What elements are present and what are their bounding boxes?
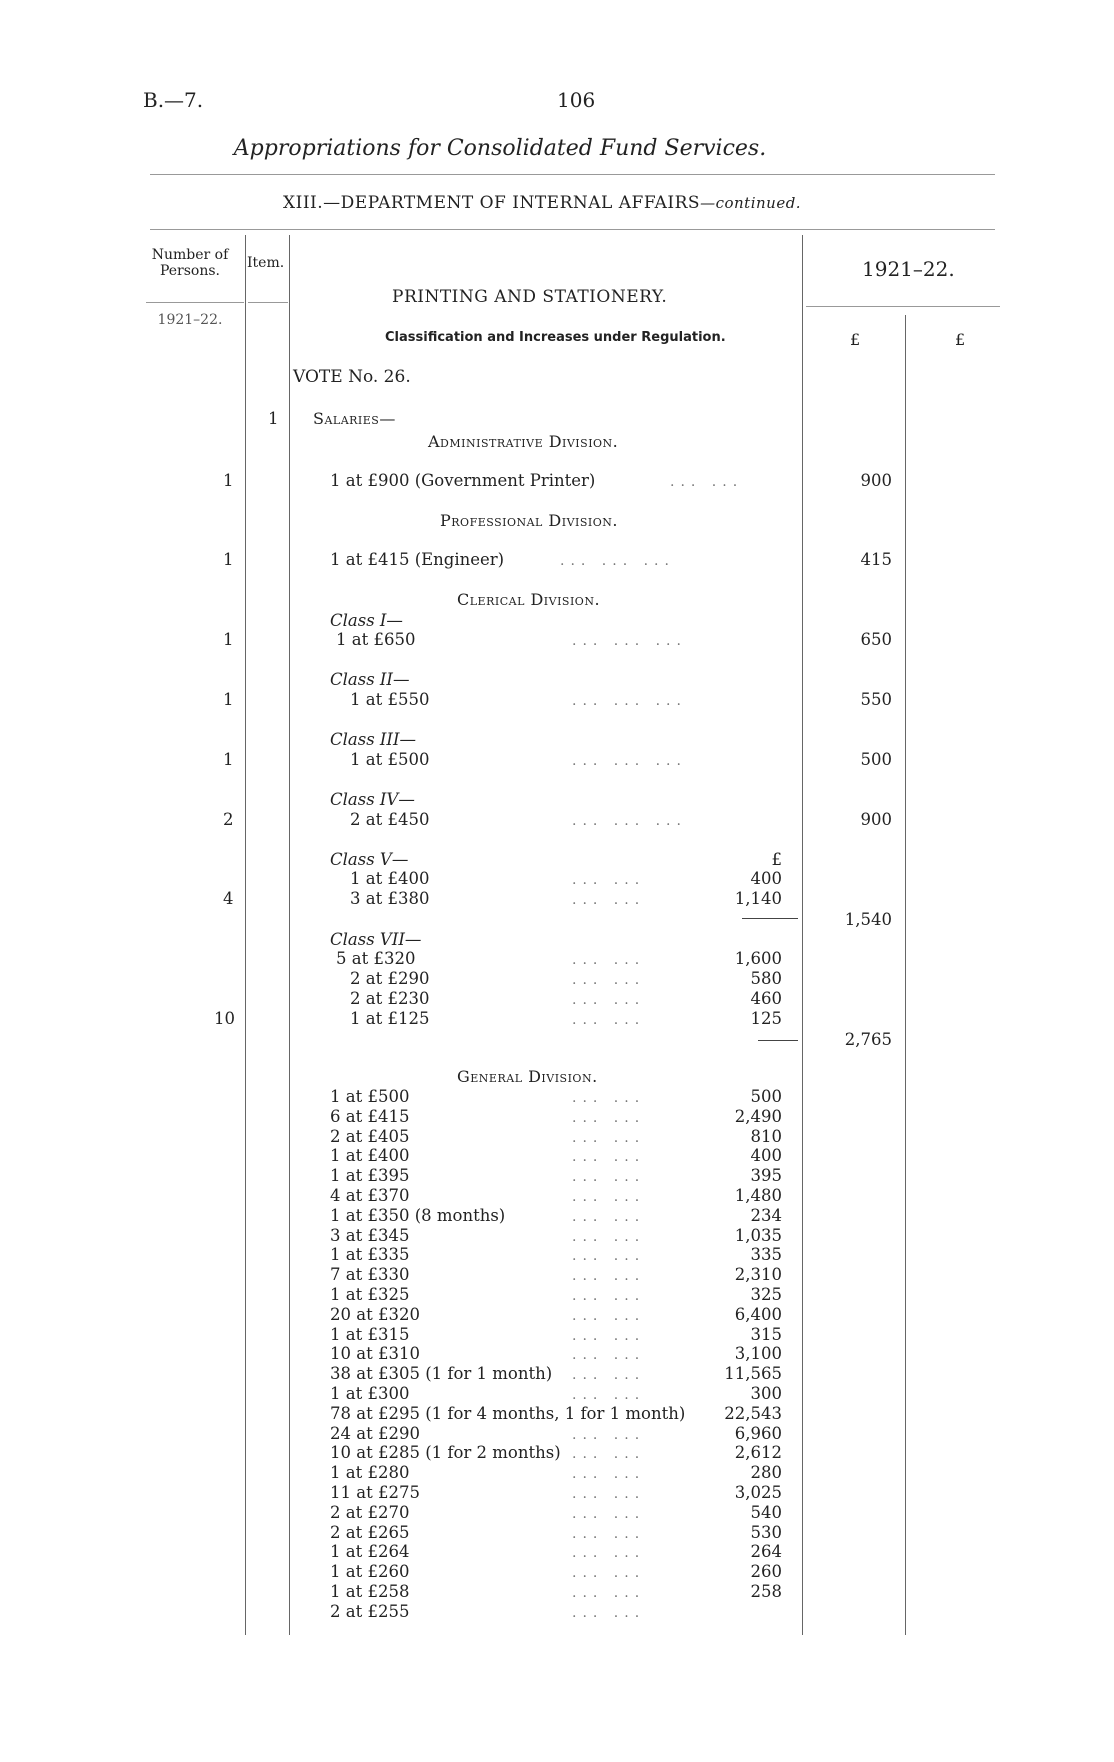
sub-amount: 1,480 — [734, 1186, 782, 1205]
sub-amount: 530 — [750, 1523, 782, 1542]
leader-dots: ... ... ... — [572, 633, 687, 649]
currency-col-totals: £ — [955, 330, 966, 349]
salary-description: 10 at £310 — [330, 1344, 420, 1363]
sub-amount: 300 — [750, 1384, 782, 1403]
salary-description: 2 at £265 — [330, 1523, 410, 1542]
leader-dots: ... ... — [572, 1149, 646, 1165]
leader-dots: ... ... — [572, 1585, 646, 1601]
leader-dots: ... ... — [572, 1110, 646, 1126]
salary-description: 1 at £650 — [336, 630, 416, 649]
item-header-rule — [248, 302, 288, 303]
sub-amount: 1,600 — [734, 949, 782, 968]
subtotal-rule — [742, 918, 798, 919]
salary-description: 2 at £290 — [350, 969, 430, 988]
leader-dots: ... ... — [572, 1169, 646, 1185]
leader-dots: ... ... — [572, 1367, 646, 1383]
class-name: Class II— — [330, 670, 410, 689]
leader-dots: ... ... — [572, 1565, 646, 1581]
salary-description: 1 at £550 — [350, 690, 430, 709]
persons-count: 1 — [223, 471, 234, 490]
col-line-totals — [905, 315, 906, 1635]
sub-amount: 258 — [750, 1582, 782, 1601]
leader-dots: ... ... — [572, 1347, 646, 1363]
persons-count: 1 — [223, 630, 234, 649]
subtotal-rule — [758, 1040, 798, 1041]
sub-amount: 580 — [750, 969, 782, 988]
leader-dots: ... ... — [572, 892, 646, 908]
title-rule — [150, 174, 995, 175]
total-amount: 650 — [860, 630, 892, 649]
sub-amount: 2,490 — [734, 1107, 782, 1126]
sub-amount: 6,960 — [734, 1424, 782, 1443]
salary-description: 3 at £380 — [350, 889, 430, 908]
leader-dots: ... ... — [572, 1328, 646, 1344]
salary-description: 5 at £320 — [336, 949, 416, 968]
sub-amount: 540 — [750, 1503, 782, 1522]
year-header-rule — [806, 306, 1000, 307]
leader-dots: ... ... — [572, 1466, 646, 1482]
class-name: Class I— — [330, 611, 403, 630]
leader-dots: ... ... — [572, 1506, 646, 1522]
header-number-of-persons: Number of Persons. — [151, 247, 229, 279]
leader-dots: ... ... — [572, 1189, 646, 1205]
salary-description: 1 at £280 — [330, 1463, 410, 1482]
salary-description: 3 at £345 — [330, 1226, 410, 1245]
salary-description: 1 at £325 — [330, 1285, 410, 1304]
salary-description: 1 at £395 — [330, 1166, 410, 1185]
leader-dots: ... ... — [572, 1526, 646, 1542]
sub-amount: 335 — [750, 1245, 782, 1264]
leader-dots: ... ... — [572, 1209, 646, 1225]
professional-division: Professional Division. — [440, 511, 619, 530]
vote-number: VOTE No. 26. — [293, 367, 411, 387]
class-total: 2,765 — [844, 1030, 892, 1049]
salary-description: 10 at £285 (1 for 2 months) — [330, 1443, 561, 1462]
salary-description: 1 at £400 — [350, 869, 430, 888]
leader-dots: ... ... — [572, 872, 646, 888]
header-persons-year: 1921–22. — [157, 312, 223, 328]
table-top-rule — [150, 229, 995, 230]
salary-description: 1 at £264 — [330, 1542, 410, 1561]
salary-description: 1 at £400 — [330, 1146, 410, 1165]
salary-description: 2 at £270 — [330, 1503, 410, 1522]
leader-dots: ... ... — [572, 1130, 646, 1146]
department-heading — [283, 193, 801, 213]
salary-description: 20 at £320 — [330, 1305, 420, 1324]
sub-amount: 325 — [750, 1285, 782, 1304]
total-amount: 900 — [860, 471, 892, 490]
salary-description: 1 at £415 (Engineer) — [330, 550, 505, 569]
col-line-persons — [245, 235, 246, 1635]
sub-amount: 264 — [750, 1542, 782, 1561]
sub-amount: 22,543 — [724, 1404, 782, 1423]
salary-description: 1 at £300 — [330, 1384, 410, 1403]
sub-amount: 3,100 — [734, 1344, 782, 1363]
general-division: General Division. — [457, 1067, 598, 1086]
salary-description: 1 at £350 (8 months) — [330, 1206, 506, 1225]
salary-description: 2 at £405 — [330, 1127, 410, 1146]
department-name: XIII.—DEPARTMENT OF INTERNAL AFFAIRS — [283, 193, 701, 213]
col-line-amounts — [802, 235, 803, 1635]
leader-dots: ... ... ... — [572, 813, 687, 829]
leader-dots: ... ... — [572, 1012, 646, 1028]
salaries-label: Salaries— — [313, 409, 396, 428]
salary-description: 1 at £315 — [330, 1325, 410, 1344]
sub-amount: 400 — [750, 1146, 782, 1165]
sub-amount: 1,035 — [734, 1226, 782, 1245]
leader-dots: ... ... — [670, 474, 744, 490]
salary-description: 4 at £370 — [330, 1186, 410, 1205]
leader-dots: ... ... — [572, 1288, 646, 1304]
salary-description: 24 at £290 — [330, 1424, 420, 1443]
leader-dots: ... ... — [572, 1268, 646, 1284]
salary-description: 1 at £335 — [330, 1245, 410, 1264]
salary-description: 1 at £900 (Government Printer) — [330, 471, 596, 490]
leader-dots: ... ... — [572, 952, 646, 968]
leader-dots: ... ... — [572, 1387, 646, 1403]
salary-description: 1 at £500 — [330, 1087, 410, 1106]
leader-dots: ... ... ... — [572, 693, 687, 709]
class-name: Class V— — [330, 850, 409, 869]
persons-count: 4 — [223, 889, 234, 908]
salary-description: 2 at £255 — [330, 1602, 410, 1621]
sub-amount: 6,400 — [734, 1305, 782, 1324]
leader-dots: ... ... — [572, 992, 646, 1008]
total-amount: 900 — [860, 810, 892, 829]
sub-amount: 400 — [750, 869, 782, 888]
persons-header-rule — [146, 302, 244, 303]
leader-dots: ... ... ... — [560, 553, 675, 569]
class-name: Class VII— — [330, 930, 422, 949]
sub-amount: 260 — [750, 1562, 782, 1581]
class-total: 1,540 — [844, 910, 892, 929]
page-title: Appropriations for Consolidated Fund Services. — [233, 136, 767, 161]
leader-dots: ... ... — [572, 1427, 646, 1443]
salary-description: 7 at £330 — [330, 1265, 410, 1284]
salary-description: 1 at £258 — [330, 1582, 410, 1601]
total-amount: 550 — [860, 690, 892, 709]
persons-count: 1 — [223, 690, 234, 709]
leader-dots: ... ... — [572, 1446, 646, 1462]
sub-amount: 460 — [750, 989, 782, 1008]
section-title: PRINTING AND STATIONERY. — [392, 287, 668, 307]
page-number: 106 — [557, 88, 596, 112]
leader-dots: ... ... — [572, 1090, 646, 1106]
leader-dots: ... ... — [572, 1545, 646, 1561]
salary-description: 78 at £295 (1 for 4 months, 1 for 1 month) — [330, 1404, 686, 1423]
class-name: Class IV— — [330, 790, 415, 809]
sub-amount: 500 — [750, 1087, 782, 1106]
sub-amount: 1,140 — [734, 889, 782, 908]
sub-amount: 3,025 — [734, 1483, 782, 1502]
sub-amount: 395 — [750, 1166, 782, 1185]
currency-col-amounts: £ — [850, 330, 861, 349]
leader-dots: ... ... — [572, 972, 646, 988]
administrative-division: Administrative Division. — [428, 432, 619, 451]
persons-count: 10 — [214, 1009, 235, 1028]
salary-description: 2 at £230 — [350, 989, 430, 1008]
class-name: Class III— — [330, 730, 416, 749]
salary-description: 1 at £125 — [350, 1009, 430, 1028]
sub-amount: 125 — [750, 1009, 782, 1028]
sub-amount: 315 — [750, 1325, 782, 1344]
leader-dots: ... ... — [572, 1248, 646, 1264]
sub-amount: 11,565 — [724, 1364, 782, 1383]
sub-currency: £ — [771, 850, 782, 869]
item-number: 1 — [268, 409, 279, 428]
total-amount: 415 — [860, 550, 892, 569]
sub-amount: 234 — [750, 1206, 782, 1225]
clerical-division: Clerical Division. — [457, 590, 601, 609]
persons-count: 1 — [223, 750, 234, 769]
classification-heading: Classification and Increases under Regulation. — [385, 330, 726, 345]
persons-count: 1 — [223, 550, 234, 569]
header-item: Item. — [247, 255, 285, 271]
header-year: 1921–22. — [862, 257, 955, 281]
col-line-item — [289, 235, 290, 1635]
page-reference: B.—7. — [143, 88, 204, 112]
salary-description: 11 at £275 — [330, 1483, 420, 1502]
salary-description: 1 at £500 — [350, 750, 430, 769]
leader-dots: ... ... — [572, 1605, 646, 1621]
leader-dots: ... ... — [572, 1486, 646, 1502]
sub-amount: 810 — [750, 1127, 782, 1146]
salary-description: 1 at £260 — [330, 1562, 410, 1581]
leader-dots: ... ... — [572, 1308, 646, 1324]
total-amount: 500 — [860, 750, 892, 769]
sub-amount: 2,310 — [734, 1265, 782, 1284]
leader-dots: ... ... — [572, 1229, 646, 1245]
department-suffix: —continued. — [700, 194, 802, 212]
salary-description: 6 at £415 — [330, 1107, 410, 1126]
persons-count: 2 — [223, 810, 234, 829]
sub-amount: 280 — [750, 1463, 782, 1482]
salary-description: 38 at £305 (1 for 1 month) — [330, 1364, 553, 1383]
salary-description: 2 at £450 — [350, 810, 430, 829]
leader-dots: ... ... ... — [572, 753, 687, 769]
sub-amount: 2,612 — [734, 1443, 782, 1462]
